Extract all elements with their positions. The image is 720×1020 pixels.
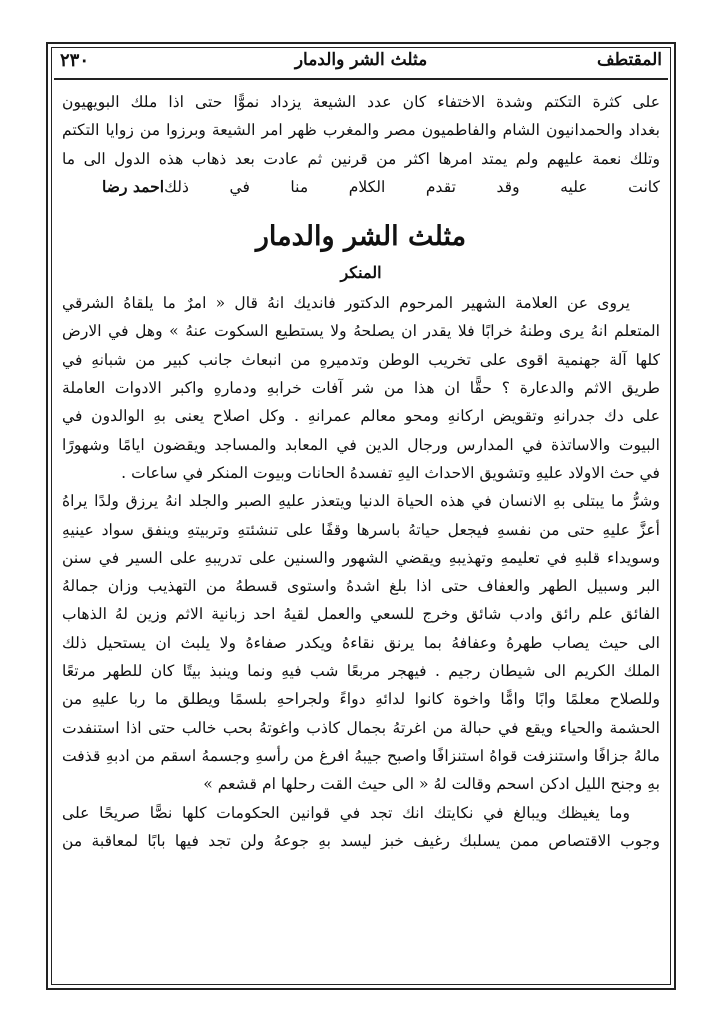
- paragraph-line: وللصلاح معلمًا وابًا وامًّا واخوة كانوا لدائهِ دواءً ولجراحهِ بلسمًا ويطلق ما ربا عليهِ من: [62, 690, 660, 709]
- article-author: المنكر: [340, 263, 382, 283]
- journal-name: المقتطف: [596, 50, 662, 70]
- paragraph-line: وسويداء قلبهِ في تعليمهِ وتهذيبهِ ويقضي الشهور والسنين على تدريبهِ على السير في سنن: [62, 548, 660, 567]
- page-body: [48, 80, 674, 855]
- paragraph-line: الحشمة والحياء ويقع في حبالة من اغرتهُ بجمال كاذب واغوتهُ بحب خالب حتى اذا استنفدت: [62, 718, 660, 737]
- paragraph-line: طريق الاثم والدعارة ؟ حقًّا ان هذا من شر آفات خرابهِ ودمارهِ واكبر الادوات العاملة: [62, 379, 660, 398]
- page-frame: [46, 42, 676, 990]
- prev-article-line: على كثرة التكتم وشدة الاختفاء كان عدد الشيعة يزداد نموًّا حتى اذا ملك البويهيون: [62, 93, 660, 111]
- paragraph-line: يروى عن العلامة الشهير المرحوم الدكتور فانديك انهُ قال « امرٌ ما يلقاهُ الشرقي: [62, 294, 630, 313]
- article-title: مثلث الشر والدمار: [255, 221, 467, 253]
- paragraph-line: وشرُّ ما يبتلى بهِ الانسان في هذه الحياة الدنيا ويتعذر عليهِ الصبر والجلد انهُ يرزق ولدًا يراهُ: [62, 492, 660, 511]
- paragraph-line: الى حيث يصاب طهرهُ وعفافهُ بما يرنق نقاءهُ ويكدر صفاءهُ ولا يلبث ان يستحيل ذلك: [62, 633, 660, 652]
- running-header: [54, 44, 668, 80]
- paragraph-line: وما يغيظك ويبالغ في نكايتك انك تجد في قوانين الحكومات كلها نصًّا صريحًا على: [62, 803, 630, 822]
- paragraph-line: البيوت والاساتذة في المدارس ورجال الدين في المعابد والمساجد ويقضون ايامًا وشهورًا: [62, 435, 660, 454]
- prev-article-line: بغداد والحمدانيون الشام والفاطميون مصر والمغرب ظهر امر الشيعة وبرزوا من زوايا التكتم: [62, 121, 660, 140]
- page-number: ٢٣٠: [60, 50, 90, 71]
- prev-article-text: كانت عليه وقد تقدم الكلام منا في ذلك: [164, 177, 660, 196]
- paragraph-line: كلها آلة جهنمية اقوى على تخريب الوطن وتدميرهِ من انبعاث جانب كبير من شبانهِ في: [62, 350, 660, 369]
- author-signature: احمد رضا: [102, 176, 165, 196]
- paragraph-line: على دك جدرانهِ وتقويض اركانهِ ومحو معالم عمرانهِ . وكل اصلاح يعنى بهِ الوالدون في: [62, 407, 660, 426]
- paragraph-line: بهِ وجنح الليل ادكن اسحم وقالت لهُ « الى حيث القت رحلها ام قشعم »: [203, 775, 660, 794]
- paragraph-line: وجوب الاقتصاص ممن يسلبك رغيف خبز ليسد بهِ جوعهُ ولن تجد فيها بابًا لمعاقبة من: [62, 831, 660, 850]
- prev-article-last-line: [62, 173, 660, 201]
- paragraph-line: البر وسبيل الطهر والعفاف حتى اذا بلغ اشدهُ واستوى قسطهُ من التهذيب وزان جمالهُ: [62, 577, 660, 596]
- paragraph-line: الفائق علم رائق وادب شائق وخرج للسعي والعمل لقيهُ احد زبانية الاثم وزين لهُ الذهاب: [62, 605, 660, 624]
- paragraph-line: مالهُ جزافًا واستنزفت قواهُ استنزافًا واصبح جيبهُ افرغ من رأسهِ وجسمهُ اسقم من ادبهِ قذفت: [62, 746, 660, 765]
- paragraph-line: أعزَّ عليهِ حتى من نفسهِ فيجعل حياتهُ باسرها وقفًا على تنشئتهِ وتربيتهِ وينفق سواد عينيهِ: [62, 520, 660, 539]
- paragraph-line: المتعلم انهُ يرى وطنهُ خرابًا فلا يقدر ان يصلحهُ ولا يستطيع السكوت عنهُ » وهل في الارض: [62, 322, 660, 341]
- prev-article-line: وتلك نعمة عليهم ولم يمتد امرها اكثر من قرنين ثم عادت بعد ذهاب هذه الدول الى ما: [62, 149, 660, 168]
- paragraph-line: في حث الاولاد عليهِ وتشويق الاحداث اليهِ تفسدهُ الحانات وبيوت المنكر في ساعات .: [121, 463, 660, 482]
- paragraph-line: الملك الكريم الى شيطان رجيم . فيهجر مربعًا شب فيهِ ونما وينبذ بيتًا كان للطهر مرتعًا: [62, 662, 660, 681]
- running-title: مثلث الشر والدمار: [294, 50, 428, 70]
- section-divider: [62, 201, 660, 211]
